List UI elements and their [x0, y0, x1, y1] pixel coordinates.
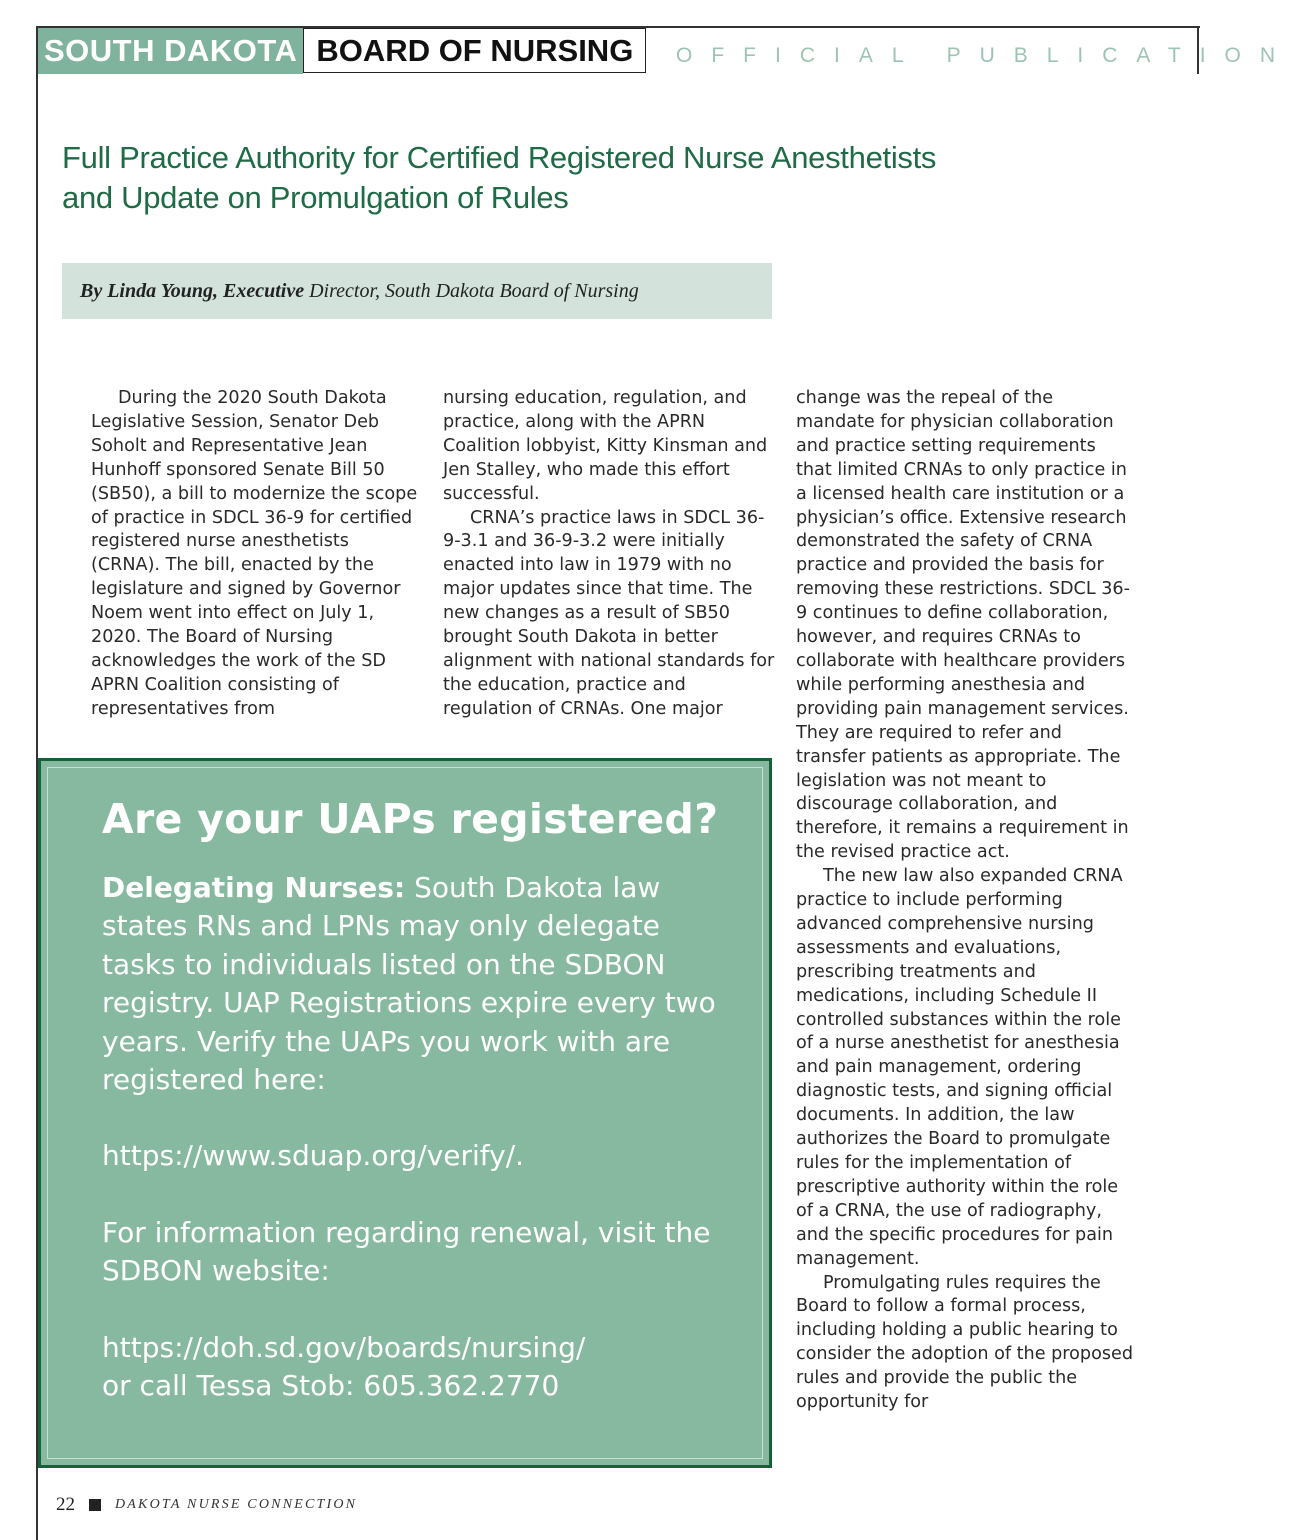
paragraph: During the 2020 South Dakota Legislative Session, Senator Deb Soholt and Representative Jean Hunhoff sponsored Senate Bill 50 (SB50), a bill to modernize the scope of practice in SDCL 36-9 for certified registered nurse anesthetists (CRNA). The bill, enacted by the legislature and signed by Governor Noem went into effect on July 1, 2020. The Board of Nursing acknowledges the work of the SD APRN Coalition consisting of representatives from — [91, 388, 418, 719]
ad-lead-bold: Delegating Nurses: — [102, 871, 406, 904]
ad-lead — [102, 869, 742, 1099]
byline-author: By Linda Young, Executive — [80, 279, 305, 302]
byline — [80, 280, 639, 303]
paragraph: nursing education, regulation, and practice, along with the APRN Coalition lobbyist, Kitty Kinsman and Jen Stalley, who made this effort successful. — [443, 388, 768, 504]
page-footer — [56, 1494, 357, 1516]
paragraph: The new law also expanded CRNA practice to include performing advanced comprehensive nursing assessments and evaluations, prescribing treatments and medications, including Schedule II controlled substances within the role of a nurse anesthetist for anesthesia and pain management, ordering diagnostic tests, and signing official documents. In addition, the law authorizes the Board to promulgate rules for the implementation of prescriptive authority within the role of a CRNA, the use of radiography, and the specific procedures for pain management. — [796, 866, 1123, 1269]
masthead-publication: OFFICIAL PUBLICATION — [676, 44, 1294, 67]
masthead — [38, 28, 646, 74]
footer-square-icon — [89, 1499, 101, 1511]
paragraph: change was the repeal of the mandate for physician collaboration and practice setting requirements that limited CRNAs to only practice in a licensed health care institution or a physician’s office. Extensive research demonstrated the safety of CRNA practice and provided the basis for removing these restrictions. SDCL 36-9 continues to define collaboration, however, and requires CRNAs to collaborate with healthcare providers while performing anesthesia and providing pain management services. They are required to refer and transfer patients as appropriate. The legislation was not meant to discourage collaboration, and therefore, it remains a requirement in the revised practice act. — [796, 388, 1130, 863]
uap-registration-ad — [38, 758, 772, 1468]
ad-lead-text: South Dakota law states RNs and LPNs may only delegate tasks to individuals listed on the SDBON registry. UAP Registrations expire every two years. Verify the UAPs you work with are registered here: — [102, 871, 716, 1097]
masthead-state: SOUTH DAKOTA — [38, 28, 303, 74]
byline-box — [62, 263, 772, 319]
article-column-3 — [796, 387, 1136, 1415]
ad-renewal-text: For information regarding renewal, visit the SDBON website: — [102, 1215, 711, 1288]
article-title-line-2: and Update on Promulgation of Rules — [62, 180, 569, 215]
footer-publication: DAKOTA NURSE CONNECTION — [115, 1497, 358, 1512]
website-link[interactable]: https://doh.sd.gov/boards/nursing/ — [102, 1330, 586, 1364]
article-column-2 — [443, 387, 778, 722]
ad-call-text: or call Tessa Stob: 605.362.2770 — [102, 1369, 560, 1403]
verify-link[interactable]: https://www.sduap.org/verify/. — [102, 1139, 525, 1173]
paragraph: CRNA’s practice laws in SDCL 36-9-3.1 and 36-9-3.2 were initially enacted into law in 1979 with no major updates since that time. The new changes as a result of SB50 brought South Dakota in better alignment with national standards for the education, practice and regulation of CRNAs. One major — [443, 507, 775, 719]
paragraph: Promulgating rules requires the Board to follow a formal process, including holding a public hearing to consider the adoption of the proposed rules and provide the public the opportunity for — [796, 1272, 1133, 1413]
byline-role: Director, South Dakota Board of Nursing — [304, 279, 639, 302]
article-title-line-1: Full Practice Authority for Certified Registered Nurse Anesthetists — [62, 140, 937, 175]
article-column-1 — [91, 387, 421, 722]
ad-content — [102, 789, 742, 1405]
ad-title: Are your UAPs registered? — [102, 795, 719, 843]
page-number: 22 — [56, 1494, 75, 1515]
article-title — [62, 138, 1062, 218]
masthead-board: BOARD OF NURSING — [303, 28, 646, 73]
